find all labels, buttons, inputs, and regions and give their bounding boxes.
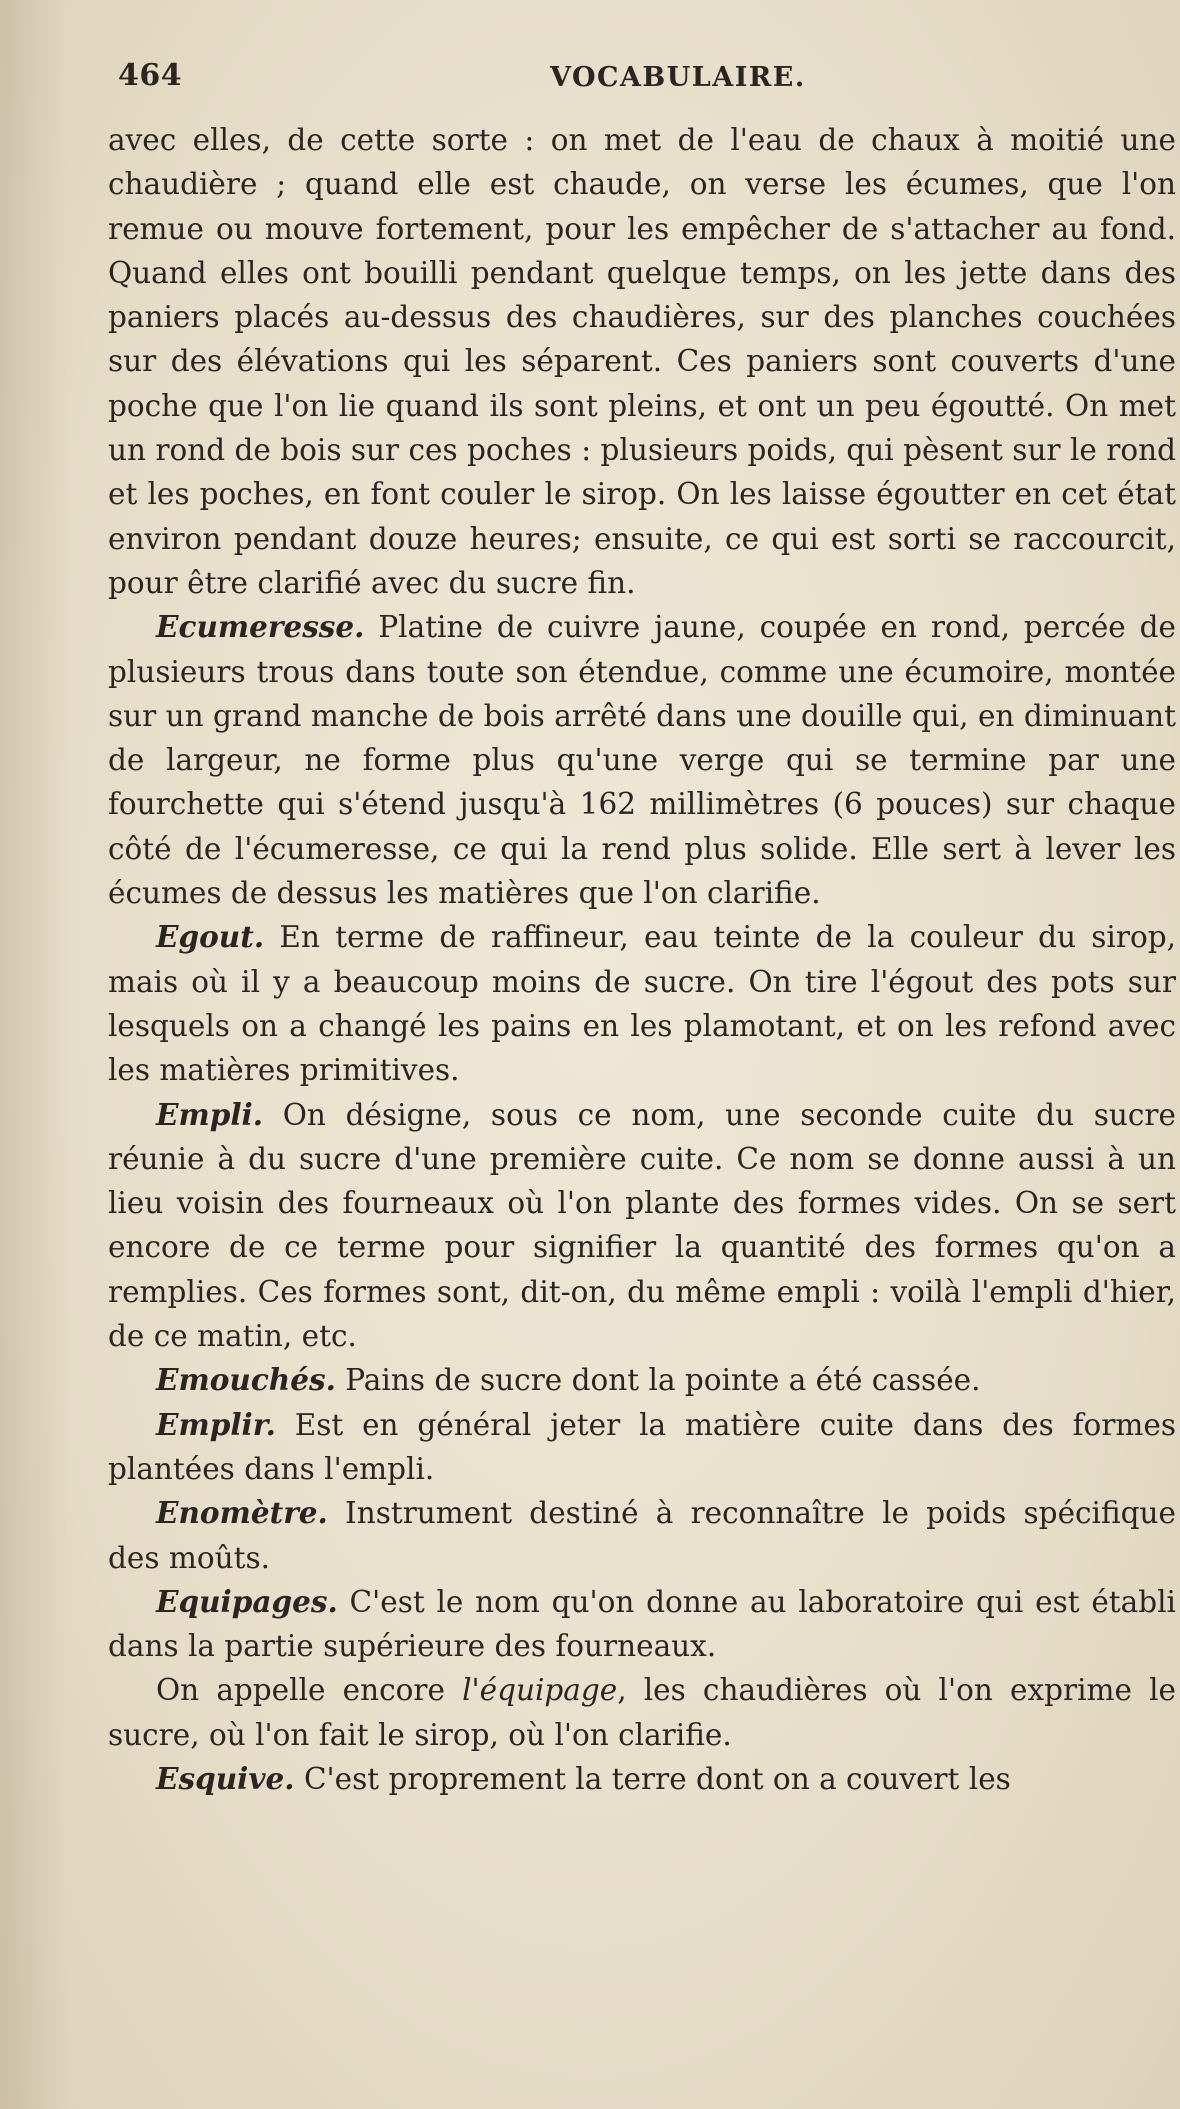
entry-ecumeresse <box>108 605 1176 915</box>
entry-definition: C'est le nom qu'on donne au laboratoire qui est établi dans la partie supérieure des fourneaux. <box>108 1584 1176 1664</box>
entry-definition: Instrument destiné à reconnaître le poids spécifique des moûts. <box>108 1496 1176 1575</box>
entry-term: Equipages. <box>156 1583 338 1619</box>
entry-enometre <box>108 1491 1176 1580</box>
body-text <box>108 118 1176 1801</box>
paragraph-text: avec elles, de cette sorte : on met de l'eau de chaux à moitié une chaudière ; quand elle est chaude, on verse les écumes, que l'on remue ou mouve fortement, pour les empêcher de s'attacher au fond. Quand elles ont bouilli pendant quelque temps, on les jette dans des paniers placés au-dessus des chaudières, sur des planches couchées sur des élévations qui les séparent. Ces paniers sont couverts d'une poche que l'on lie quand ils sont pleins, et ont un peu égoutté. On met un rond de bois sur ces poches : plusieurs poids, qui pèsent sur le rond et les poches, en font couler le sirop. On les laisse égoutter en cet état environ pendant douze heures; ensuite, ce qui est sorti se raccourcit, pour être clarifié avec du sucre fin. <box>108 123 1176 600</box>
entry-emouches <box>108 1358 1176 1402</box>
entry-term: Enomètre. <box>156 1495 328 1531</box>
entry-term: Egout. <box>156 919 265 955</box>
entry-emplir <box>108 1403 1176 1492</box>
entry-definition: Est en général jeter la matière cuite dans des formes plantées dans l'empli. <box>108 1407 1176 1486</box>
entry-term: Emouchés. <box>156 1362 336 1398</box>
spine-shadow <box>0 0 70 2109</box>
page-number: 464 <box>118 58 183 93</box>
italic-term: l'équipage <box>462 1673 618 1708</box>
entry-definition: Platine de cuivre jaune, coupée en rond, percée de plusieurs trous dans toute son étendue, comme une écumoire, montée sur un grand manche de bois arrêté dans une douille qui, en diminuant de largeur, ne forme plus qu'une verge qui se termine par une fourchette qui s'étend jusqu'à 162 millimètres (6 pouces) sur chaque côté de l'écumeresse, ce qui la rend plus solide. Elle sert à lever les écumes de dessus les matières que l'on clarifie. <box>108 610 1176 911</box>
entry-equipages <box>108 1580 1176 1669</box>
page-header <box>118 58 1168 118</box>
running-head: VOCABULAIRE. <box>550 62 806 93</box>
entry-term: Emplir. <box>156 1406 276 1442</box>
entry-egout <box>108 915 1176 1092</box>
entry-definition: C'est proprement la terre dont on a couvert les <box>294 1761 1011 1796</box>
paragraph-continuation <box>108 118 1176 605</box>
entry-equipage-note <box>108 1668 1176 1757</box>
paragraph-lead: On appelle encore <box>156 1673 463 1708</box>
entry-term: Ecumeresse. <box>156 609 365 645</box>
entry-definition: On désigne, sous ce nom, une seconde cuite du sucre réunie à du sucre d'une première cuite. Ce nom se donne aussi à un lieu voisin des fourneaux où l'on plante des formes vides. On se sert encore de ce terme pour signifier la quantité des formes qu'on a remplies. Ces formes sont, dit-on, du même empli : voilà l'empli d'hier, de ce matin, etc. <box>108 1097 1176 1354</box>
entry-definition: Pains de sucre dont la pointe a été cassée. <box>335 1363 981 1398</box>
entry-empli <box>108 1093 1176 1359</box>
entry-term: Empli. <box>156 1096 264 1132</box>
entry-esquive <box>108 1757 1176 1801</box>
entry-term: Esquive. <box>156 1760 295 1796</box>
entry-definition: En terme de raffineur, eau teinte de la couleur du sirop, mais où il y a beaucoup moins de sucre. On tire l'égout des pots sur lesquels on a changé les pains en les plamotant, et on les refond avec les matières primitives. <box>108 920 1176 1088</box>
entry-definition: , les chaudières où l'on exprime le sucre, où l'on fait le sirop, où l'on clarifie. <box>108 1673 1176 1752</box>
